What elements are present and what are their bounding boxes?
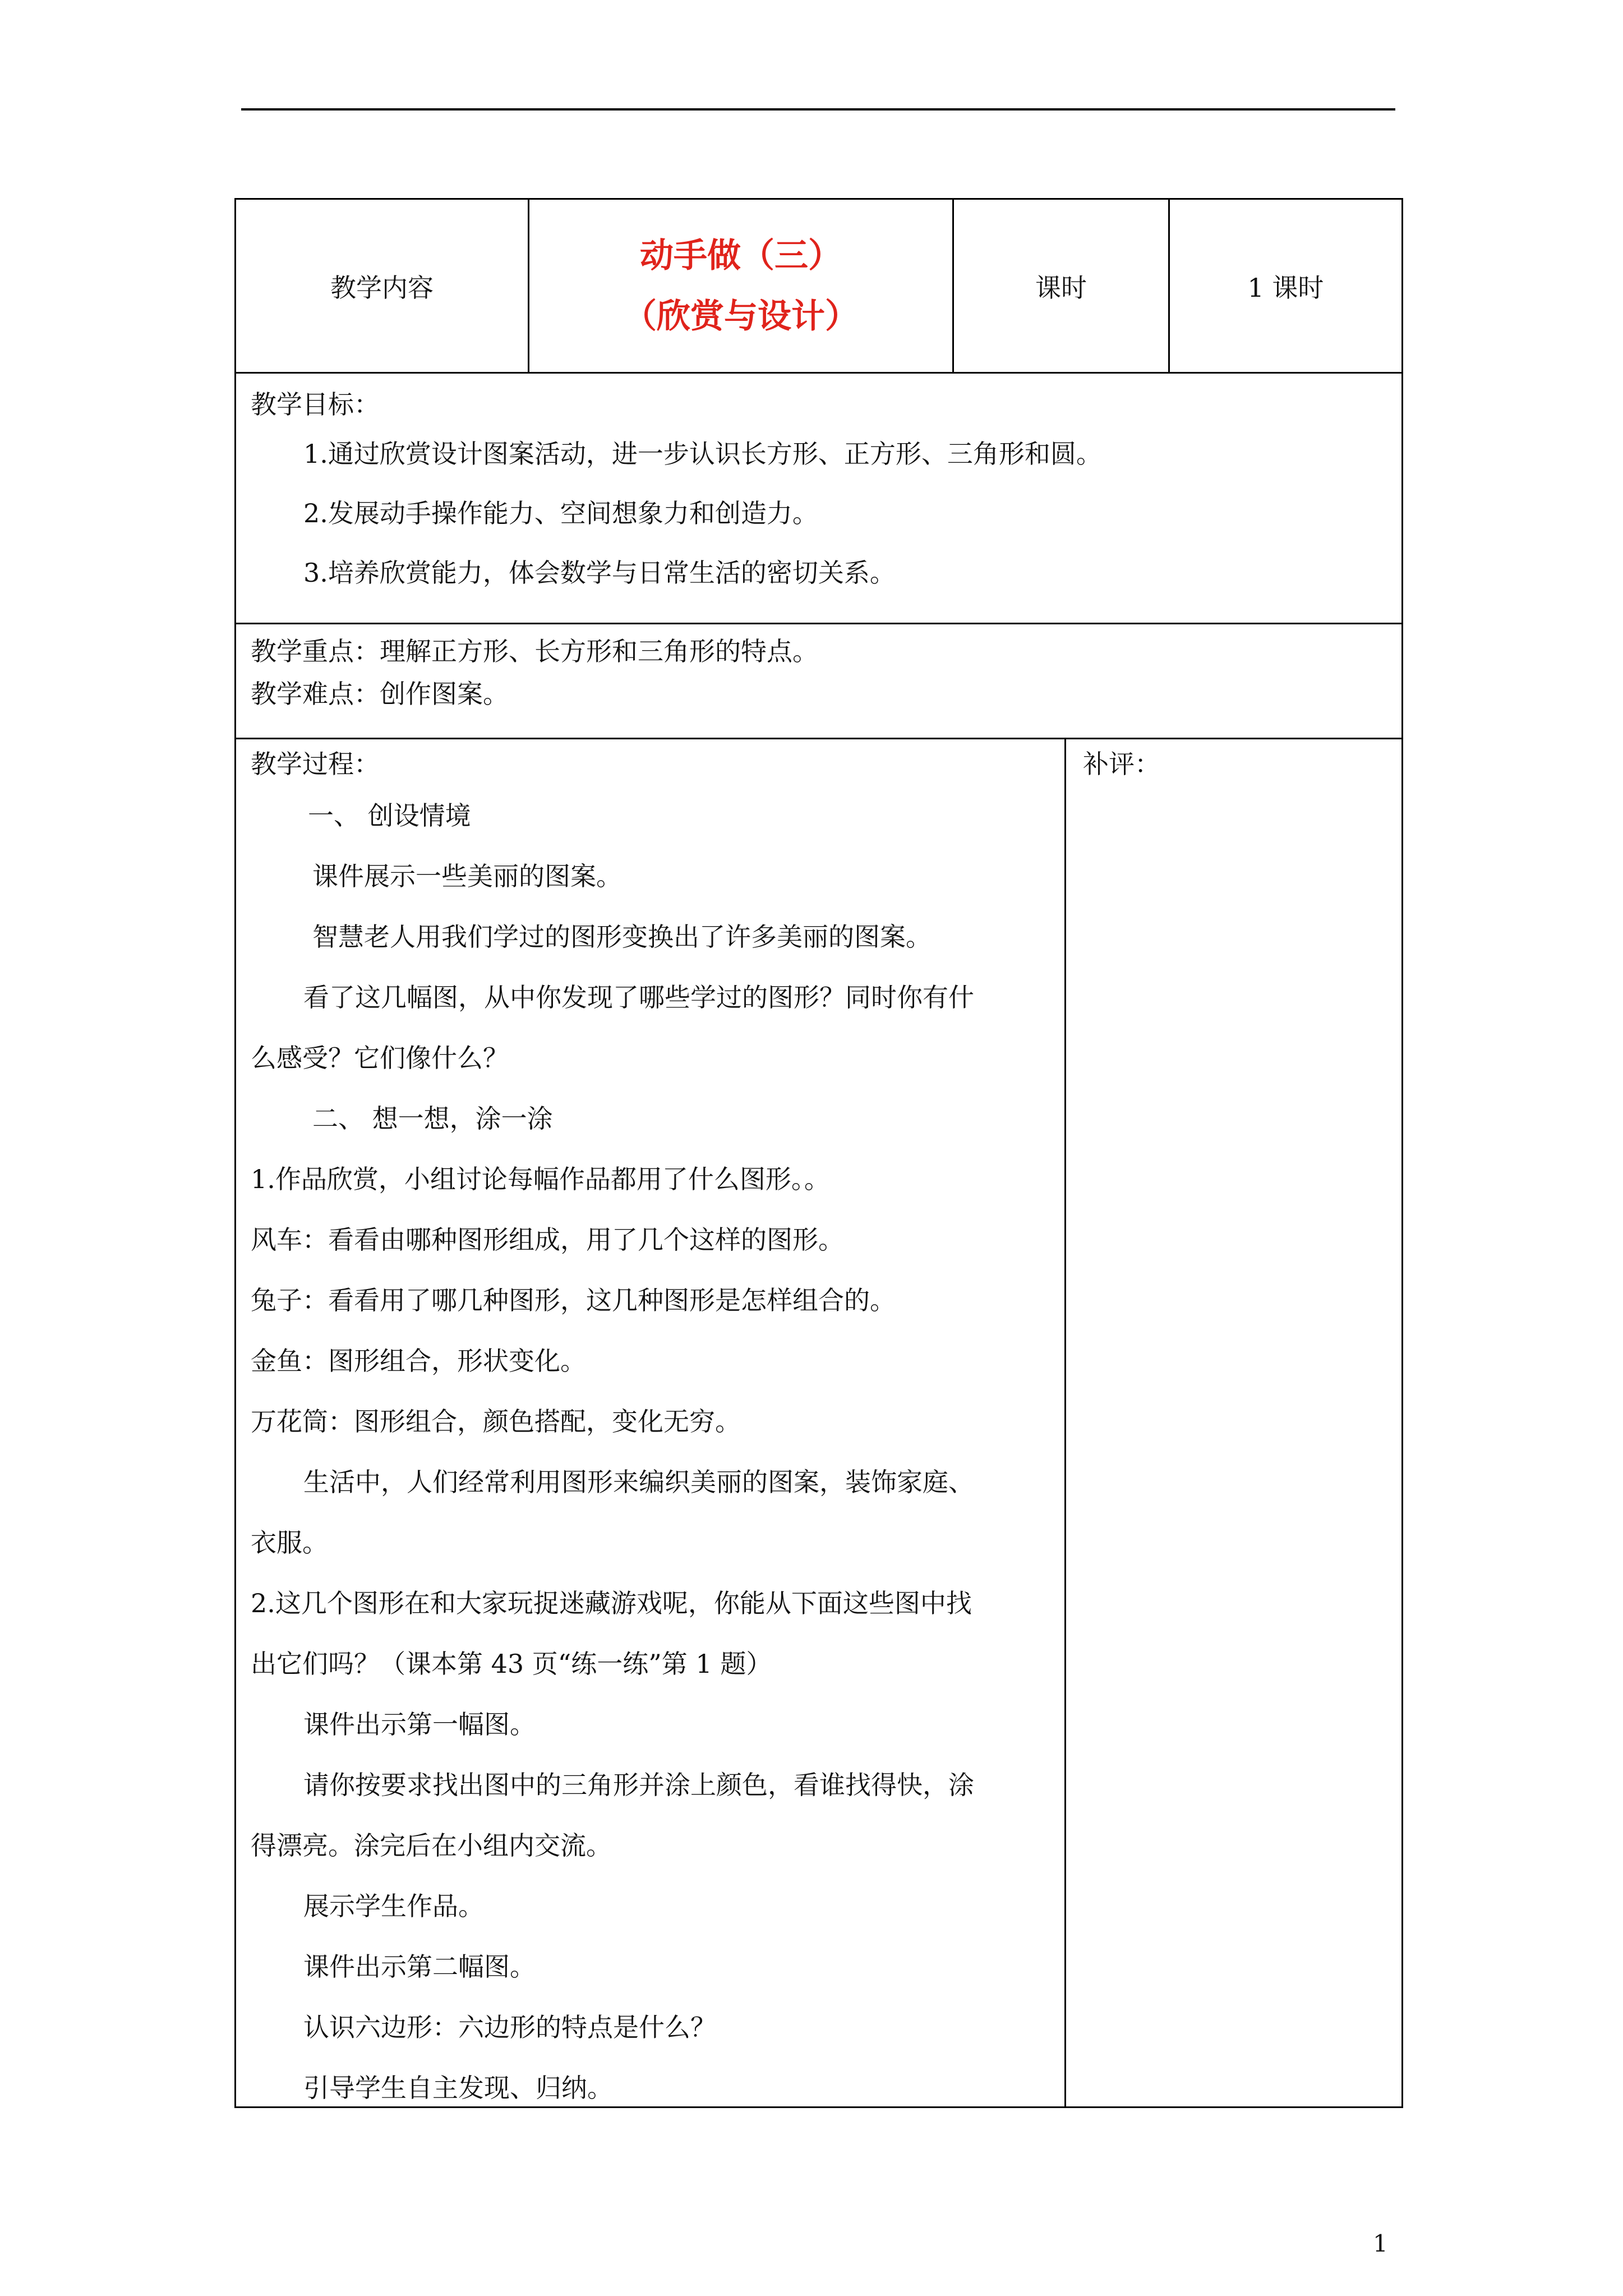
process-line: 认识六边形：六边形的特点是什么？: [303, 2012, 716, 2042]
process-line: 么感受？它们像什么？: [251, 1043, 509, 1073]
process-section: [236, 739, 1401, 2106]
header-rule: [241, 108, 1395, 111]
lesson-title: 动手做（三）: [640, 236, 842, 275]
period-value-cell: [1170, 200, 1401, 372]
period-label-cell: [954, 200, 1170, 372]
objective-item-2: 2.发展动手操作能力、空间想象力和创造力。: [303, 498, 818, 528]
process-line: 得漂亮。涂完后在小组内交流。: [251, 1830, 612, 1861]
objective-item-3: 3.培养欣赏能力，体会数学与日常生活的密切关系。: [303, 558, 896, 588]
content-label: 教学内容: [330, 272, 434, 303]
process-line: 课件出示第二幅图。: [303, 1952, 536, 1982]
process-line: 1.作品欣赏，小组讨论每幅作品都用了什么图形。。: [251, 1164, 830, 1194]
process-line: 二、 想一想，涂一涂: [312, 1103, 553, 1134]
lesson-plan-table: [234, 198, 1403, 2108]
process-line: 引导学生自主发现、归纳。: [303, 2073, 613, 2103]
period-value: 1 课时: [1247, 272, 1324, 303]
focus-section: [236, 624, 1401, 739]
process-column: [236, 739, 1066, 2106]
objectives-section: [236, 374, 1401, 624]
page-number: 1: [1373, 2230, 1388, 2257]
process-line: 智慧老人用我们学过的图形变换出了许多美丽的图案。: [312, 922, 932, 952]
process-line: 课件出示第一幅图。: [303, 1709, 536, 1740]
header-row: [236, 200, 1401, 374]
objective-item-1: 1.通过欣赏设计图案活动，进一步认识长方形、正方形、三角形和圆。: [303, 439, 1102, 469]
period-label: 课时: [1035, 272, 1087, 303]
process-heading: 教学过程：: [251, 749, 380, 779]
remark-column: [1066, 739, 1401, 2106]
process-line: 请你按要求找出图中的三角形并涂上颜色，看谁找得快，涂: [303, 1770, 974, 1800]
difficulty-text: 教学难点：创作图案。: [251, 679, 509, 709]
process-line: 出它们吗？（课本第 43 页“练一练”第 1 题）: [251, 1649, 772, 1679]
process-line: 金鱼：图形组合，形状变化。: [251, 1346, 586, 1376]
lesson-title-cell: [529, 200, 954, 372]
content-label-cell: [236, 200, 529, 372]
remark-label: 补评：: [1083, 749, 1160, 779]
objectives-heading: 教学目标：: [251, 389, 380, 420]
process-line: 生活中，人们经常利用图形来编织美丽的图案，装饰家庭、: [303, 1467, 974, 1497]
process-line: 万花筒：图形组合，颜色搭配，变化无穷。: [251, 1406, 741, 1437]
process-line: 一、 创设情境: [308, 800, 471, 831]
process-line: 2.这几个图形在和大家玩捉迷藏游戏呢，你能从下面这些图中找: [251, 1588, 972, 1618]
key-point-text: 教学重点：理解正方形、长方形和三角形的特点。: [251, 636, 818, 666]
process-line: 展示学生作品。: [303, 1891, 484, 1921]
process-line: 兔子：看看用了哪几种图形，这几种图形是怎样组合的。: [251, 1285, 896, 1315]
process-line: 衣服。: [251, 1527, 328, 1558]
process-line: 风车：看看由哪种图形组成，用了几个这样的图形。: [251, 1225, 844, 1255]
process-line: 课件展示一些美丽的图案。: [312, 861, 622, 891]
lesson-subtitle: （欣赏与设计）: [623, 296, 859, 336]
process-line: 看了这几幅图，从中你发现了哪些学过的图形？同时你有什: [303, 982, 974, 1013]
